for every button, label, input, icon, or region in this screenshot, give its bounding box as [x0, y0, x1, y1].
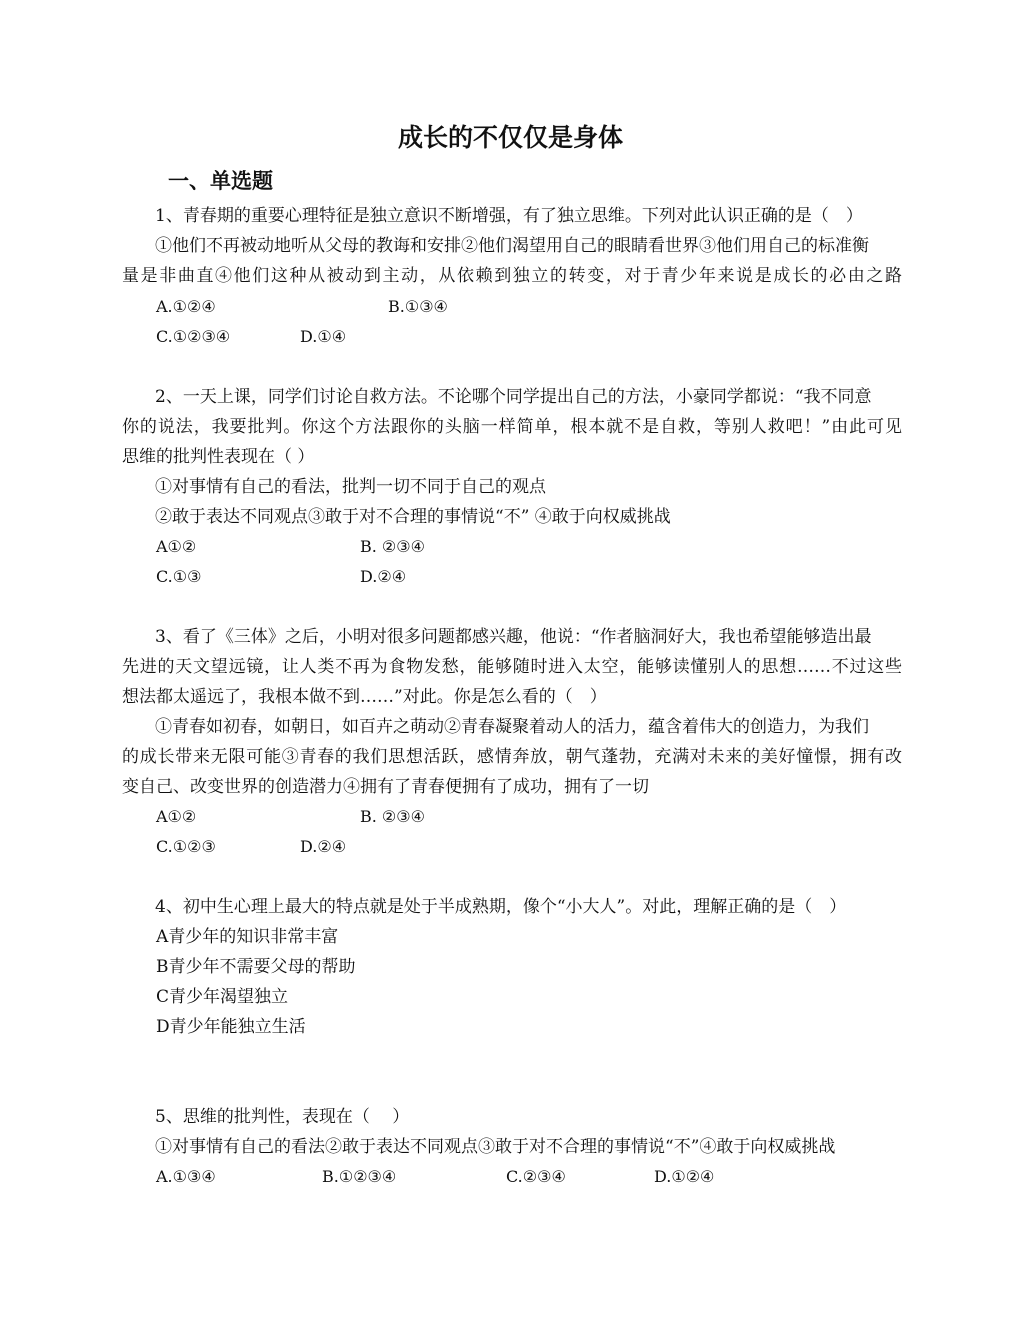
q2-option-c: C.①③: [156, 567, 202, 586]
q3-text-line-2: 的成长带来无限可能③青春的我们思想活跃，感情奔放，朝气蓬勃，充满对未来的美好憧憬，拥有改: [122, 747, 902, 767]
q4-option-c: C青少年渴望独立: [156, 987, 289, 1007]
q1-option-c: C.①②③④: [156, 327, 231, 346]
q3-option-c: C.①②③: [156, 837, 216, 856]
q3-text-line-3: 变自己、改变世界的创造潜力④拥有了青春便拥有了成功，拥有了一切: [122, 777, 649, 797]
q5-option-d: D.①②④: [654, 1167, 715, 1186]
q4-option-a: A青少年的知识非常丰富: [156, 927, 339, 947]
q2-text-line-1: ①对事情有自己的看法，批判一切不同于自己的观点: [155, 477, 546, 497]
q1-option-a: A.①②④: [156, 297, 216, 316]
q3-stem-line-3: 想法都太遥远了，我根本做不到……”对此。你是怎么看的（ ）: [122, 687, 607, 707]
q2-text-line-2: ②敢于表达不同观点③敢于对不合理的事情说“不” ④敢于向权威挑战: [155, 507, 671, 527]
q3-stem-line-1: 3、看了《三体》之后，小明对很多问题都感兴趣，他说：“作者脑洞好大，我也希望能够造出最: [155, 627, 872, 647]
q1-option-b: B.①③④: [388, 297, 448, 316]
q3-text-line-1: ①青春如初春，如朝日，如百卉之萌动②青春凝聚着动人的活力，蕴含着伟大的创造力，为我们: [155, 717, 869, 737]
q5-option-c: C.②③④: [506, 1167, 566, 1186]
q4-option-b: B青少年不需要父母的帮助: [156, 957, 356, 977]
q2-option-b: B. ②③④: [360, 537, 425, 556]
q5-option-a: A.①③④: [156, 1167, 216, 1186]
q1-option-d: D.①④: [300, 327, 347, 346]
q1-text-line-1: ①他们不再被动地听从父母的教诲和安排②他们渴望用自己的眼睛看世界③他们用自己的标准衡: [155, 236, 869, 256]
q4-option-d: D青少年能独立生活: [156, 1017, 306, 1037]
q3-option-a: A①②: [156, 807, 197, 826]
q2-stem-line-1: 2、一天上课，同学们讨论自救方法。不论哪个同学提出自己的方法，小豪同学都说：“我不同意: [155, 387, 872, 407]
section-heading: 一、单选题: [168, 168, 273, 193]
q3-option-b: B. ②③④: [360, 807, 425, 826]
q2-stem-line-2: 你的说法，我要批判。你这个方法跟你的头脑一样简单，根本就不是自救，等别人救吧！”由此可见: [122, 417, 902, 437]
page-title: 成长的不仅仅是身体: [397, 123, 623, 152]
q1-stem: 1、青春期的重要心理特征是独立意识不断增强，有了独立思维。下列对此认识正确的是（ ）: [155, 206, 863, 226]
q5-text-line-1: ①对事情有自己的看法②敢于表达不同观点③敢于对不合理的事情说“不”④敢于向权威挑战: [155, 1137, 836, 1157]
q2-option-d: D.②④: [360, 567, 407, 586]
q5-stem: 5、思维的批判性，表现在（ ）: [155, 1107, 410, 1127]
q3-option-d: D.②④: [300, 837, 347, 856]
q4-stem: 4、初中生心理上最大的特点就是处于半成熟期，像个“小大人”。对此，理解正确的是（ ）: [155, 897, 847, 917]
q5-option-b: B.①②③④: [322, 1167, 397, 1186]
q3-stem-line-2: 先进的天文望远镜，让人类不再为食物发愁，能够随时进入太空，能够读懂别人的思想……不过这些: [122, 657, 902, 677]
q2-option-a: A①②: [156, 537, 197, 556]
q2-stem-line-3: 思维的批判性表现在（ ）: [122, 447, 315, 467]
q1-text-line-2: 量是非曲直④他们这种从被动到主动，从依赖到独立的转变，对于青少年来说是成长的必由之路: [122, 266, 902, 286]
